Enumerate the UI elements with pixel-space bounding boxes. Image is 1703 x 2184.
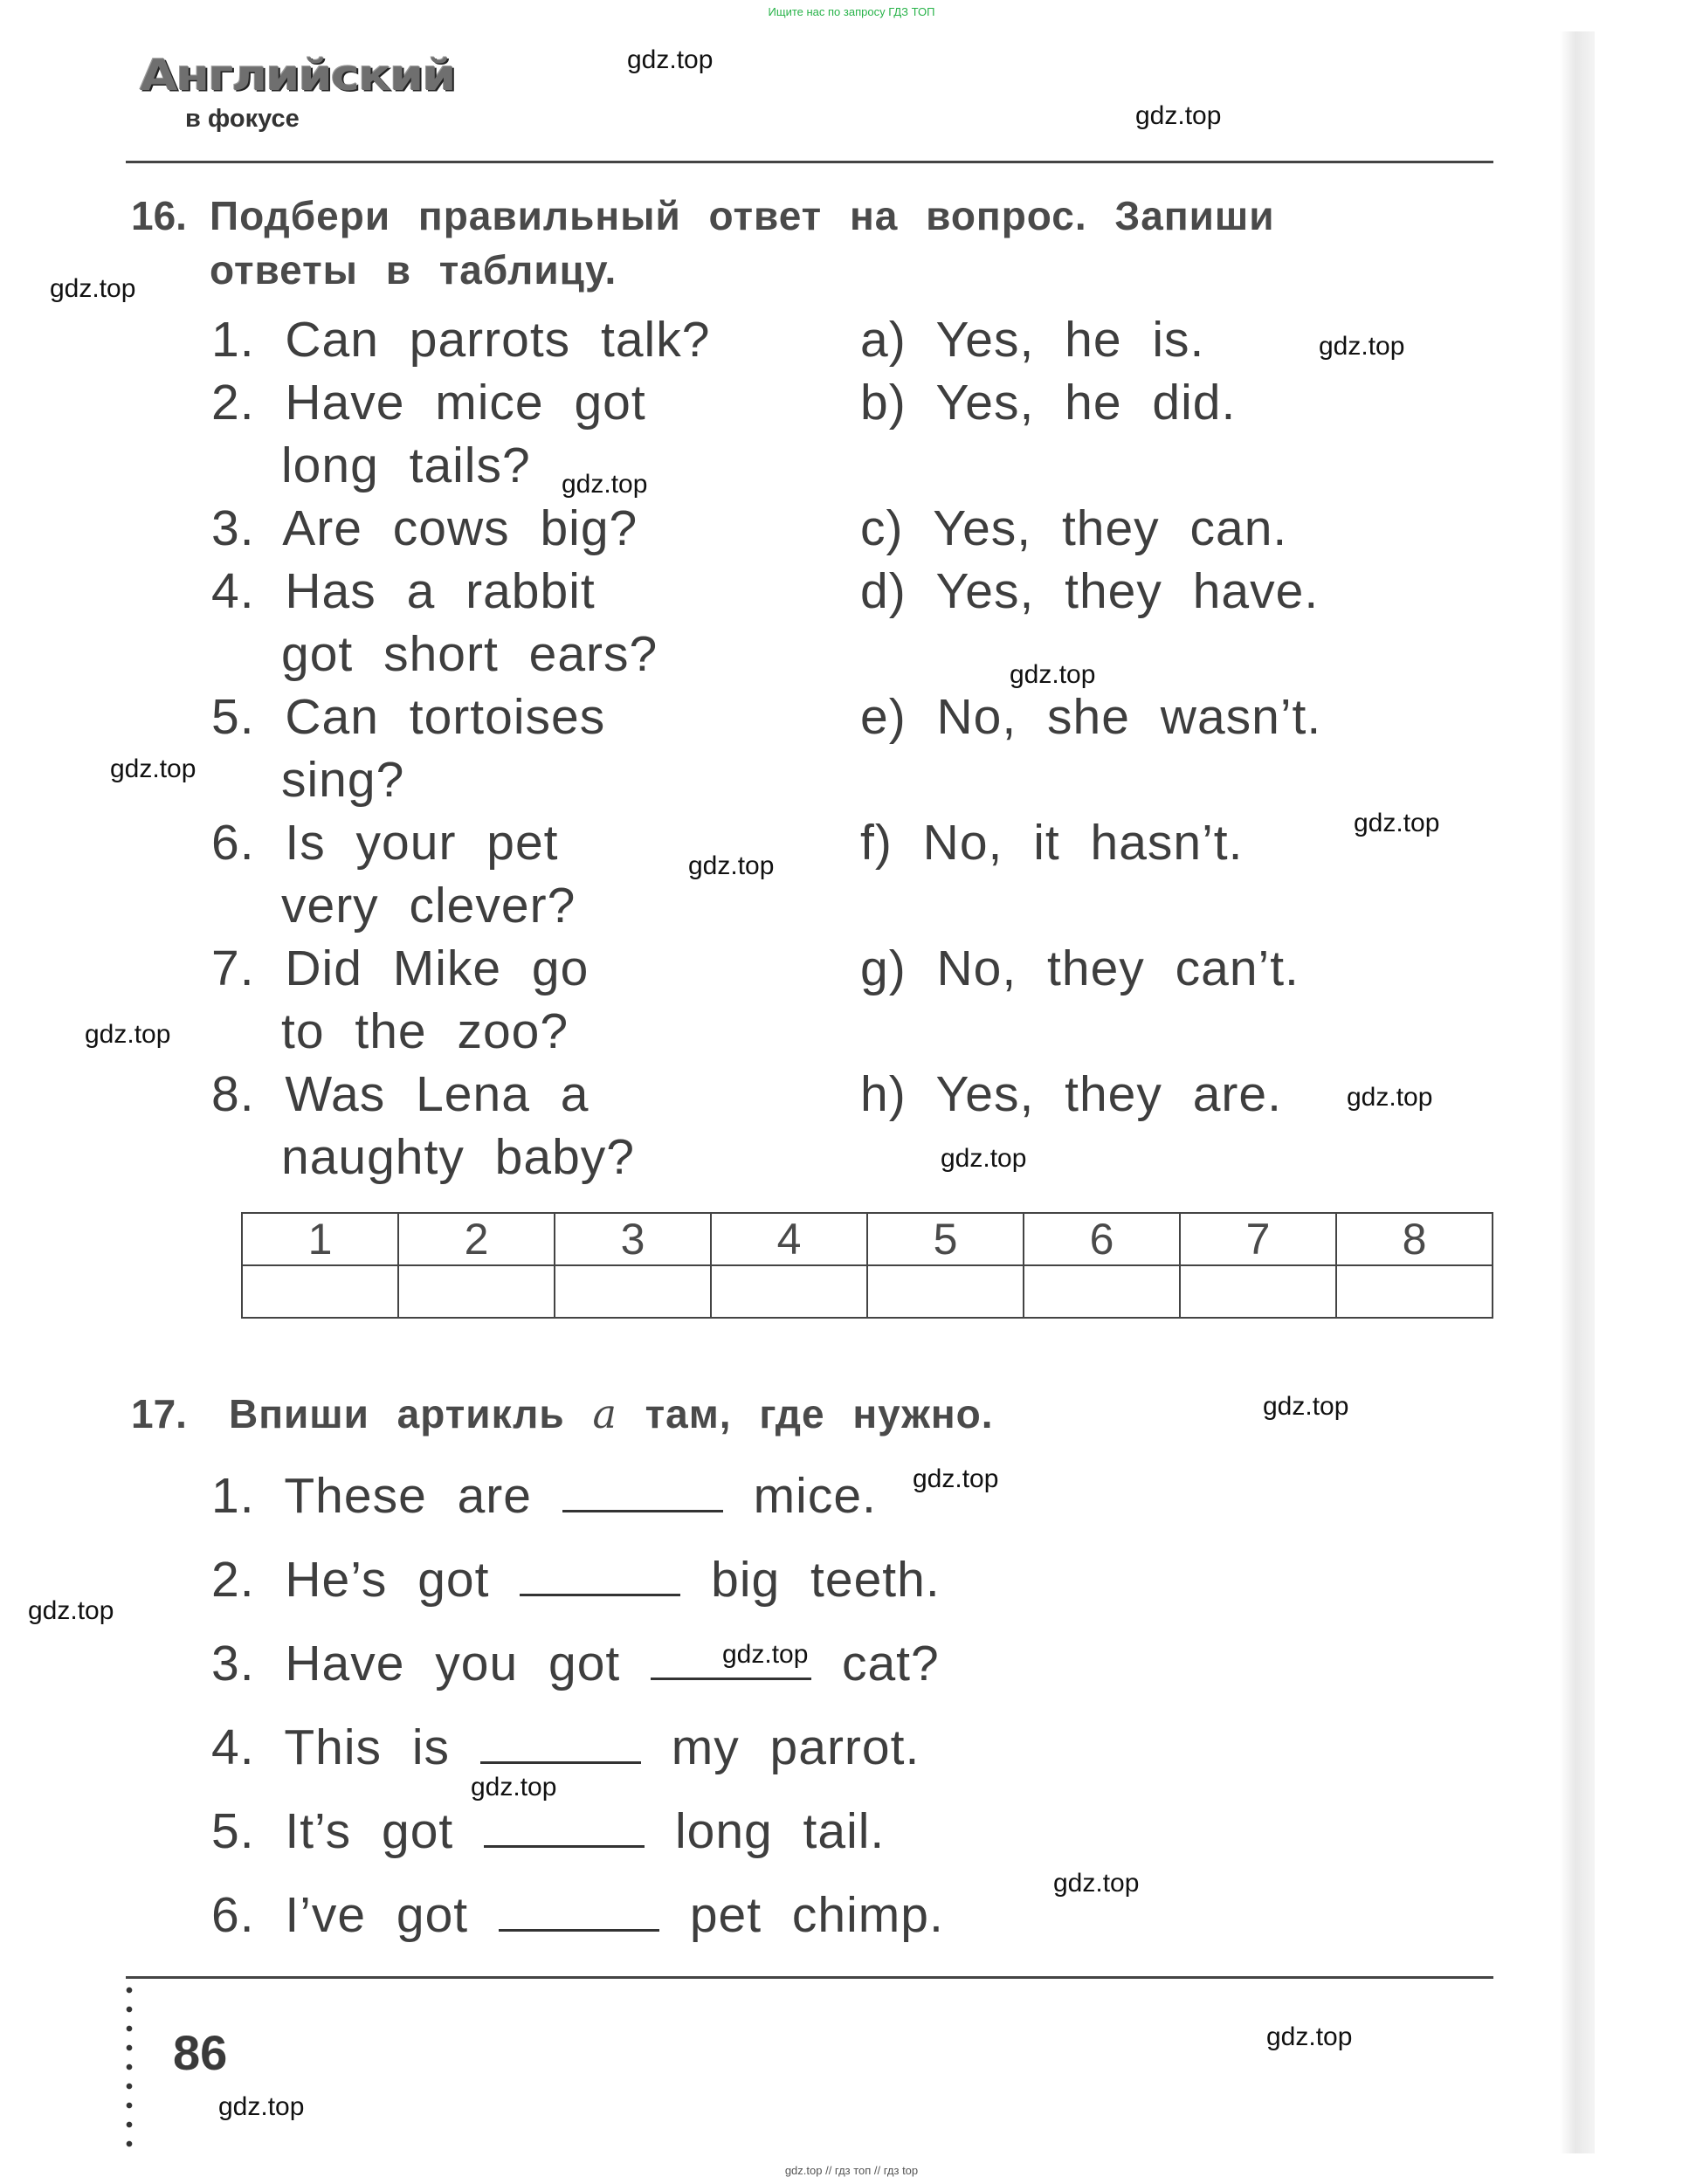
watermark: gdz.top bbox=[562, 470, 648, 499]
answer-table-header: 8 bbox=[1336, 1213, 1493, 1265]
answer-table-header: 3 bbox=[555, 1213, 711, 1265]
watermark: gdz.top bbox=[1347, 1083, 1433, 1112]
question-8: 8. Was Lena a bbox=[211, 1066, 590, 1122]
watermark: gdz.top bbox=[85, 1020, 171, 1049]
sentence-4-end: my parrot. bbox=[671, 1719, 920, 1775]
answer-table-header: 2 bbox=[398, 1213, 555, 1265]
watermark: gdz.top bbox=[1354, 809, 1440, 837]
page-number: 86 bbox=[173, 2025, 228, 2080]
sentence-6 bbox=[211, 1886, 944, 1944]
answer-g: g) No, they can’t. bbox=[860, 940, 1300, 996]
watermark: gdz.top bbox=[50, 274, 136, 303]
sentence-3-start: 3. Have you got bbox=[211, 1636, 621, 1691]
sentence-2-start: 2. He’s got bbox=[211, 1552, 490, 1608]
answer-table-header: 1 bbox=[242, 1213, 398, 1265]
task17-title-after: там, где нужно. bbox=[645, 1391, 994, 1436]
sentence-2-blank[interactable] bbox=[520, 1559, 680, 1596]
sentence-5-start: 5. It’s got bbox=[211, 1803, 454, 1859]
question-6: 6. Is your pet bbox=[211, 815, 559, 871]
task17-title bbox=[229, 1390, 994, 1437]
sentence-2-end: big teeth. bbox=[711, 1552, 941, 1608]
sentence-5-end: long tail. bbox=[674, 1803, 886, 1859]
watermark: gdz.top bbox=[1135, 101, 1222, 130]
watermark: gdz.top bbox=[913, 1464, 999, 1493]
answer-cell-4[interactable] bbox=[711, 1265, 867, 1318]
answer-cell-6[interactable] bbox=[1024, 1265, 1180, 1318]
answer-cell-1[interactable] bbox=[242, 1265, 398, 1318]
task16-title-line2: ответы в таблицу. bbox=[210, 247, 617, 293]
watermark: gdz.top bbox=[627, 45, 714, 74]
watermark: gdz.top bbox=[1266, 2022, 1353, 2051]
watermark: gdz.top bbox=[110, 754, 196, 783]
sentence-6-blank[interactable] bbox=[499, 1894, 659, 1932]
question-8-cont: naughty baby? bbox=[281, 1129, 635, 1185]
watermark: gdz.top bbox=[722, 1640, 809, 1669]
header-note: Ищите нас по запросу ГДЗ ТОП bbox=[768, 5, 935, 18]
answer-cell-2[interactable] bbox=[398, 1265, 555, 1318]
answer-cell-7[interactable] bbox=[1180, 1265, 1336, 1318]
question-3: 3. Are cows big? bbox=[211, 500, 638, 556]
footer-note: gdz.top // гдз топ // гдз top bbox=[784, 2164, 919, 2177]
page-edge-shadow bbox=[1560, 31, 1595, 2153]
answer-h: h) Yes, they are. bbox=[860, 1066, 1282, 1122]
question-2-cont: long tails? bbox=[281, 437, 531, 493]
question-1: 1. Can parrots talk? bbox=[211, 312, 711, 368]
watermark: gdz.top bbox=[471, 1773, 557, 1802]
sentence-6-end: pet chimp. bbox=[689, 1887, 944, 1943]
footer-rule bbox=[126, 1976, 1493, 1979]
question-4-cont: got short ears? bbox=[281, 626, 658, 682]
answer-table bbox=[241, 1212, 1493, 1319]
header-rule bbox=[126, 161, 1493, 163]
task16-title-line1: Подбери правильный ответ на вопрос. Запиши bbox=[210, 193, 1275, 238]
watermark: gdz.top bbox=[1010, 660, 1096, 689]
answer-d: d) Yes, they have. bbox=[860, 563, 1320, 619]
logo-title: Английский bbox=[140, 51, 455, 101]
sentence-5-blank[interactable] bbox=[484, 1810, 645, 1848]
answer-a: a) Yes, he is. bbox=[860, 312, 1205, 368]
answer-e: e) No, she wasn’t. bbox=[860, 689, 1322, 745]
question-5: 5. Can tortoises bbox=[211, 689, 606, 745]
answer-table-header-row bbox=[242, 1213, 1493, 1265]
watermark: gdz.top bbox=[28, 1596, 114, 1625]
sentence-3 bbox=[211, 1635, 940, 1692]
question-2: 2. Have mice got bbox=[211, 375, 646, 431]
task17-number: 17. bbox=[131, 1391, 187, 1436]
answer-cell-3[interactable] bbox=[555, 1265, 711, 1318]
answer-table-header: 5 bbox=[867, 1213, 1024, 1265]
watermark: gdz.top bbox=[1319, 332, 1405, 361]
sentence-3-end: cat? bbox=[841, 1636, 940, 1691]
watermark: gdz.top bbox=[688, 851, 775, 880]
question-5-cont: sing? bbox=[281, 752, 405, 808]
answer-c: c) Yes, they can. bbox=[860, 500, 1288, 556]
margin-dots bbox=[125, 1981, 134, 2155]
answer-table-header: 6 bbox=[1024, 1213, 1180, 1265]
watermark: gdz.top bbox=[1263, 1392, 1349, 1421]
book-logo bbox=[140, 51, 455, 138]
sentence-1-blank[interactable] bbox=[562, 1475, 723, 1512]
sentence-4 bbox=[211, 1719, 920, 1776]
sentence-2 bbox=[211, 1551, 941, 1609]
sentence-4-start: 4. This is bbox=[211, 1719, 451, 1775]
watermark: gdz.top bbox=[941, 1144, 1027, 1173]
answer-table-header: 4 bbox=[711, 1213, 867, 1265]
logo-subtitle: в фокусе bbox=[185, 105, 300, 133]
answer-cell-8[interactable] bbox=[1336, 1265, 1493, 1318]
sentence-4-blank[interactable] bbox=[480, 1726, 641, 1764]
question-7: 7. Did Mike go bbox=[211, 940, 590, 996]
watermark: gdz.top bbox=[1053, 1869, 1140, 1898]
question-6-cont: very clever? bbox=[281, 878, 576, 934]
task17-title-before: Впиши артикль bbox=[229, 1391, 565, 1436]
answer-cell-5[interactable] bbox=[867, 1265, 1024, 1318]
answer-f: f) No, it hasn’t. bbox=[860, 815, 1244, 871]
sentence-5 bbox=[211, 1802, 885, 1860]
task16-number: 16. bbox=[131, 193, 187, 238]
question-7-cont: to the zoo? bbox=[281, 1003, 569, 1059]
watermark: gdz.top bbox=[218, 2092, 305, 2121]
answer-table-input-row bbox=[242, 1265, 1493, 1318]
question-4: 4. Has a rabbit bbox=[211, 563, 596, 619]
sentence-6-start: 6. I’ve got bbox=[211, 1887, 469, 1943]
task17-title-article: a bbox=[592, 1390, 617, 1437]
answer-b: b) Yes, he did. bbox=[860, 375, 1237, 431]
sentence-1-end: mice. bbox=[753, 1468, 877, 1524]
sentence-1-start: 1. These are bbox=[211, 1468, 532, 1524]
sentence-1 bbox=[211, 1467, 877, 1525]
answer-table-header: 7 bbox=[1180, 1213, 1336, 1265]
